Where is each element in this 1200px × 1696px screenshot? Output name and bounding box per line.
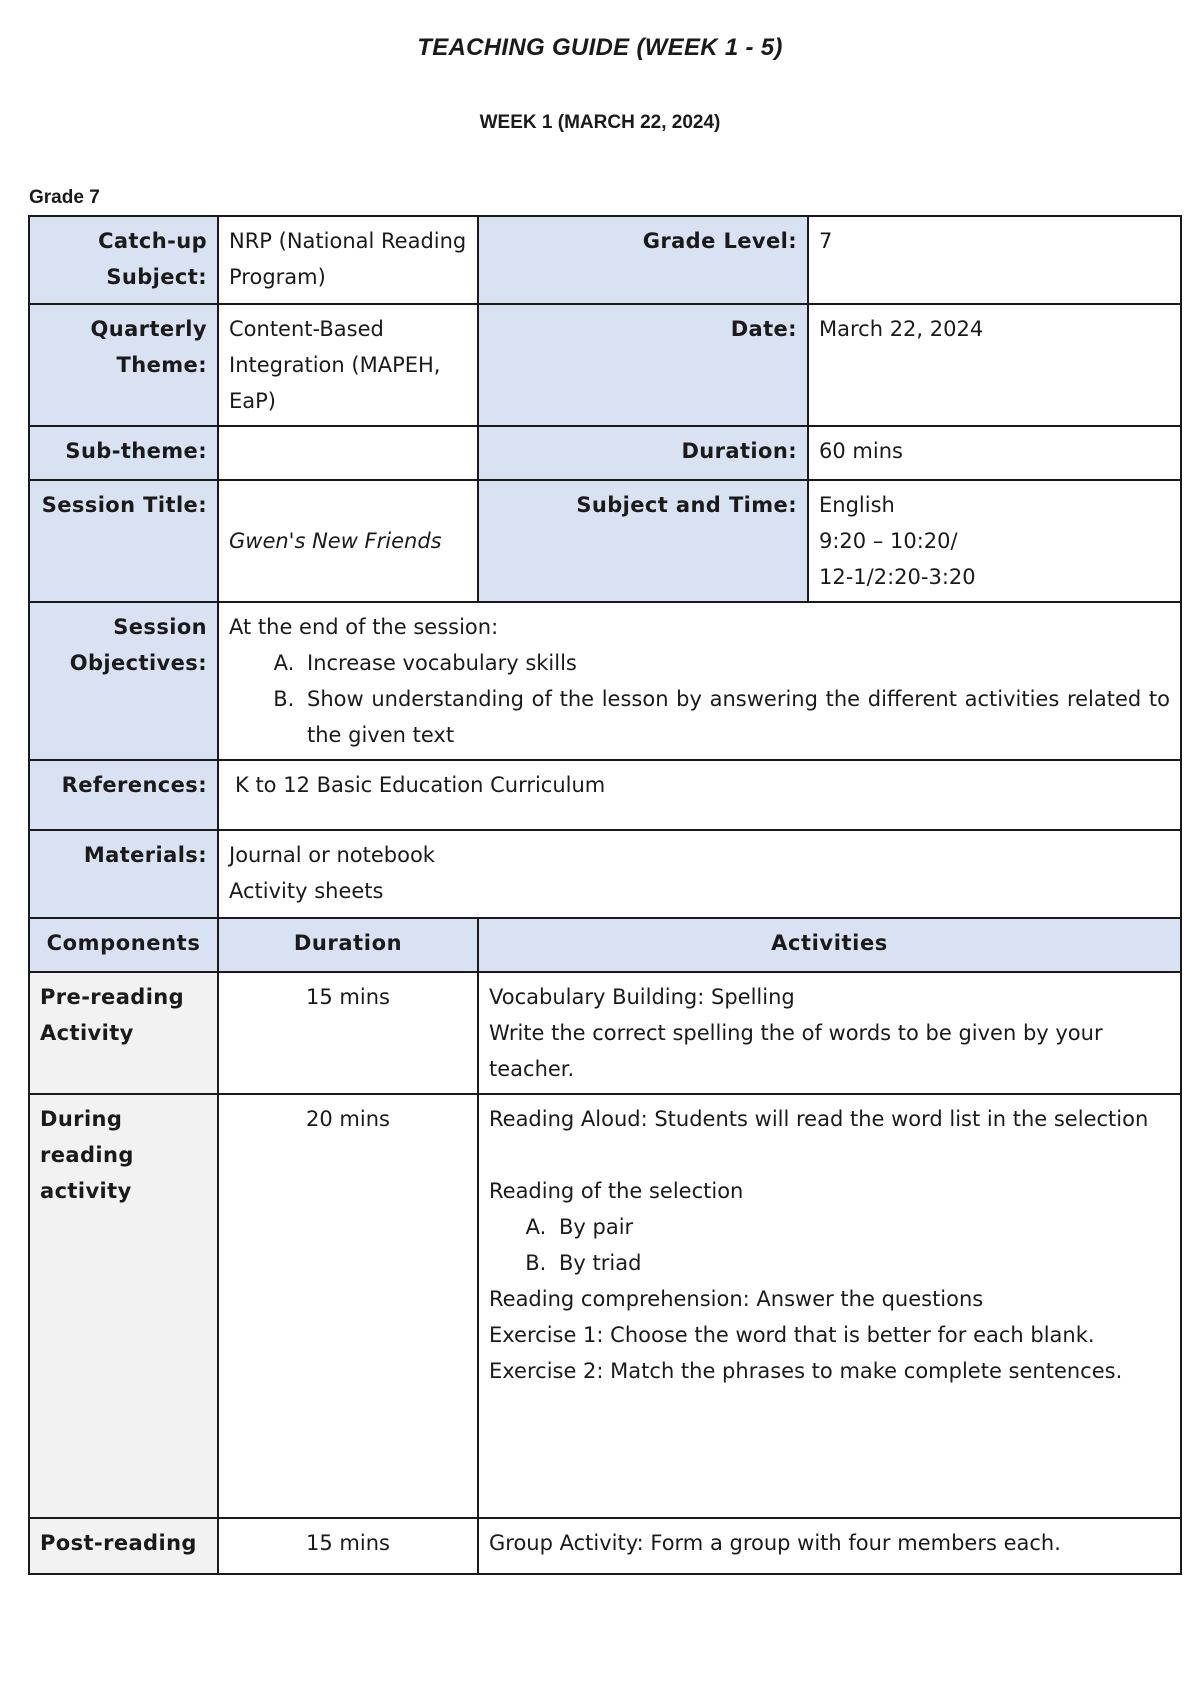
reading-mode-item: A. By pair	[553, 1209, 1170, 1245]
quarterly-theme-label: Quarterly Theme:	[29, 304, 218, 426]
teaching-guide-table	[28, 215, 1182, 1575]
pre-reading-component: Pre-reading Activity	[29, 972, 218, 1094]
materials-value: Journal or notebook Activity sheets	[218, 830, 1181, 918]
references-label: References:	[29, 760, 218, 830]
subtheme-value	[218, 426, 478, 480]
row-materials	[29, 830, 1181, 918]
during-reading-activities: Reading Aloud: Students will read the word list in the selection Reading of the selection A. By pair B. By triad Reading comprehension: Answer the questions Exercise 1: Choose the word that is better for each blank. Exercise 2: Match the phrases to make complete sentences.	[478, 1094, 1181, 1518]
pre-reading-duration: 15 mins	[218, 972, 478, 1094]
objectives-list	[229, 645, 1170, 753]
header-activities: Activities	[478, 918, 1181, 972]
during-reading-component: During reading activity	[29, 1094, 218, 1518]
row-references	[29, 760, 1181, 830]
subject-time-value: English 9:20 – 10:20/ 12-1/2:20-3:20	[808, 480, 1181, 602]
row-subtheme	[29, 426, 1181, 480]
post-reading-duration: 15 mins	[218, 1518, 478, 1574]
grade-heading: Grade 7	[29, 187, 100, 208]
date-value: March 22, 2024	[808, 304, 1181, 426]
objectives-intro: At the end of the session:	[229, 615, 499, 639]
quarterly-theme-value: Content-Based Integration (MAPEH, EaP)	[218, 304, 478, 426]
reading-mode-list	[489, 1209, 1170, 1281]
post-reading-activities: Group Activity: Form a group with four members each.	[478, 1518, 1181, 1574]
objective-item: B. Show understanding of the lesson by answering the different activities related to the given text	[301, 681, 1170, 753]
header-components: Components	[29, 918, 218, 972]
catchup-subject-value: NRP (National Reading Program)	[218, 216, 478, 304]
subtheme-label: Sub-theme:	[29, 426, 218, 480]
row-post-reading	[29, 1518, 1181, 1574]
row-pre-reading	[29, 972, 1181, 1094]
grade-level-label: Grade Level:	[478, 216, 808, 304]
objective-item: A. Increase vocabulary skills	[301, 645, 1170, 681]
catchup-subject-label: Catch-up Subject:	[29, 216, 218, 304]
row-quarterly-theme	[29, 304, 1181, 426]
post-reading-component: Post-reading	[29, 1518, 218, 1574]
duration-label: Duration:	[478, 426, 808, 480]
session-title-value: Gwen's New Friends	[218, 480, 478, 602]
document-title: TEACHING GUIDE (WEEK 1 - 5)	[417, 34, 783, 61]
duration-value: 60 mins	[808, 426, 1181, 480]
during-reading-duration: 20 mins	[218, 1094, 478, 1518]
subject-time-label: Subject and Time:	[478, 480, 808, 602]
grade-level-value: 7	[808, 216, 1181, 304]
row-session-title	[29, 480, 1181, 602]
week-heading: WEEK 1 (MARCH 22, 2024)	[479, 112, 721, 133]
references-value: K to 12 Basic Education Curriculum	[218, 760, 1181, 830]
row-session-objectives	[29, 602, 1181, 760]
pre-reading-activities: Vocabulary Building: Spelling Write the correct spelling the of words to be given by your teacher.	[478, 972, 1181, 1094]
header-duration: Duration	[218, 918, 478, 972]
materials-label: Materials:	[29, 830, 218, 918]
reading-mode-item: B. By triad	[553, 1245, 1170, 1281]
row-catchup-subject	[29, 216, 1181, 304]
row-during-reading	[29, 1094, 1181, 1518]
session-objectives-label: Session Objectives:	[29, 602, 218, 760]
date-label: Date:	[478, 304, 808, 426]
session-title-label: Session Title:	[29, 480, 218, 602]
session-objectives-value	[218, 602, 1181, 760]
components-header-row	[29, 918, 1181, 972]
